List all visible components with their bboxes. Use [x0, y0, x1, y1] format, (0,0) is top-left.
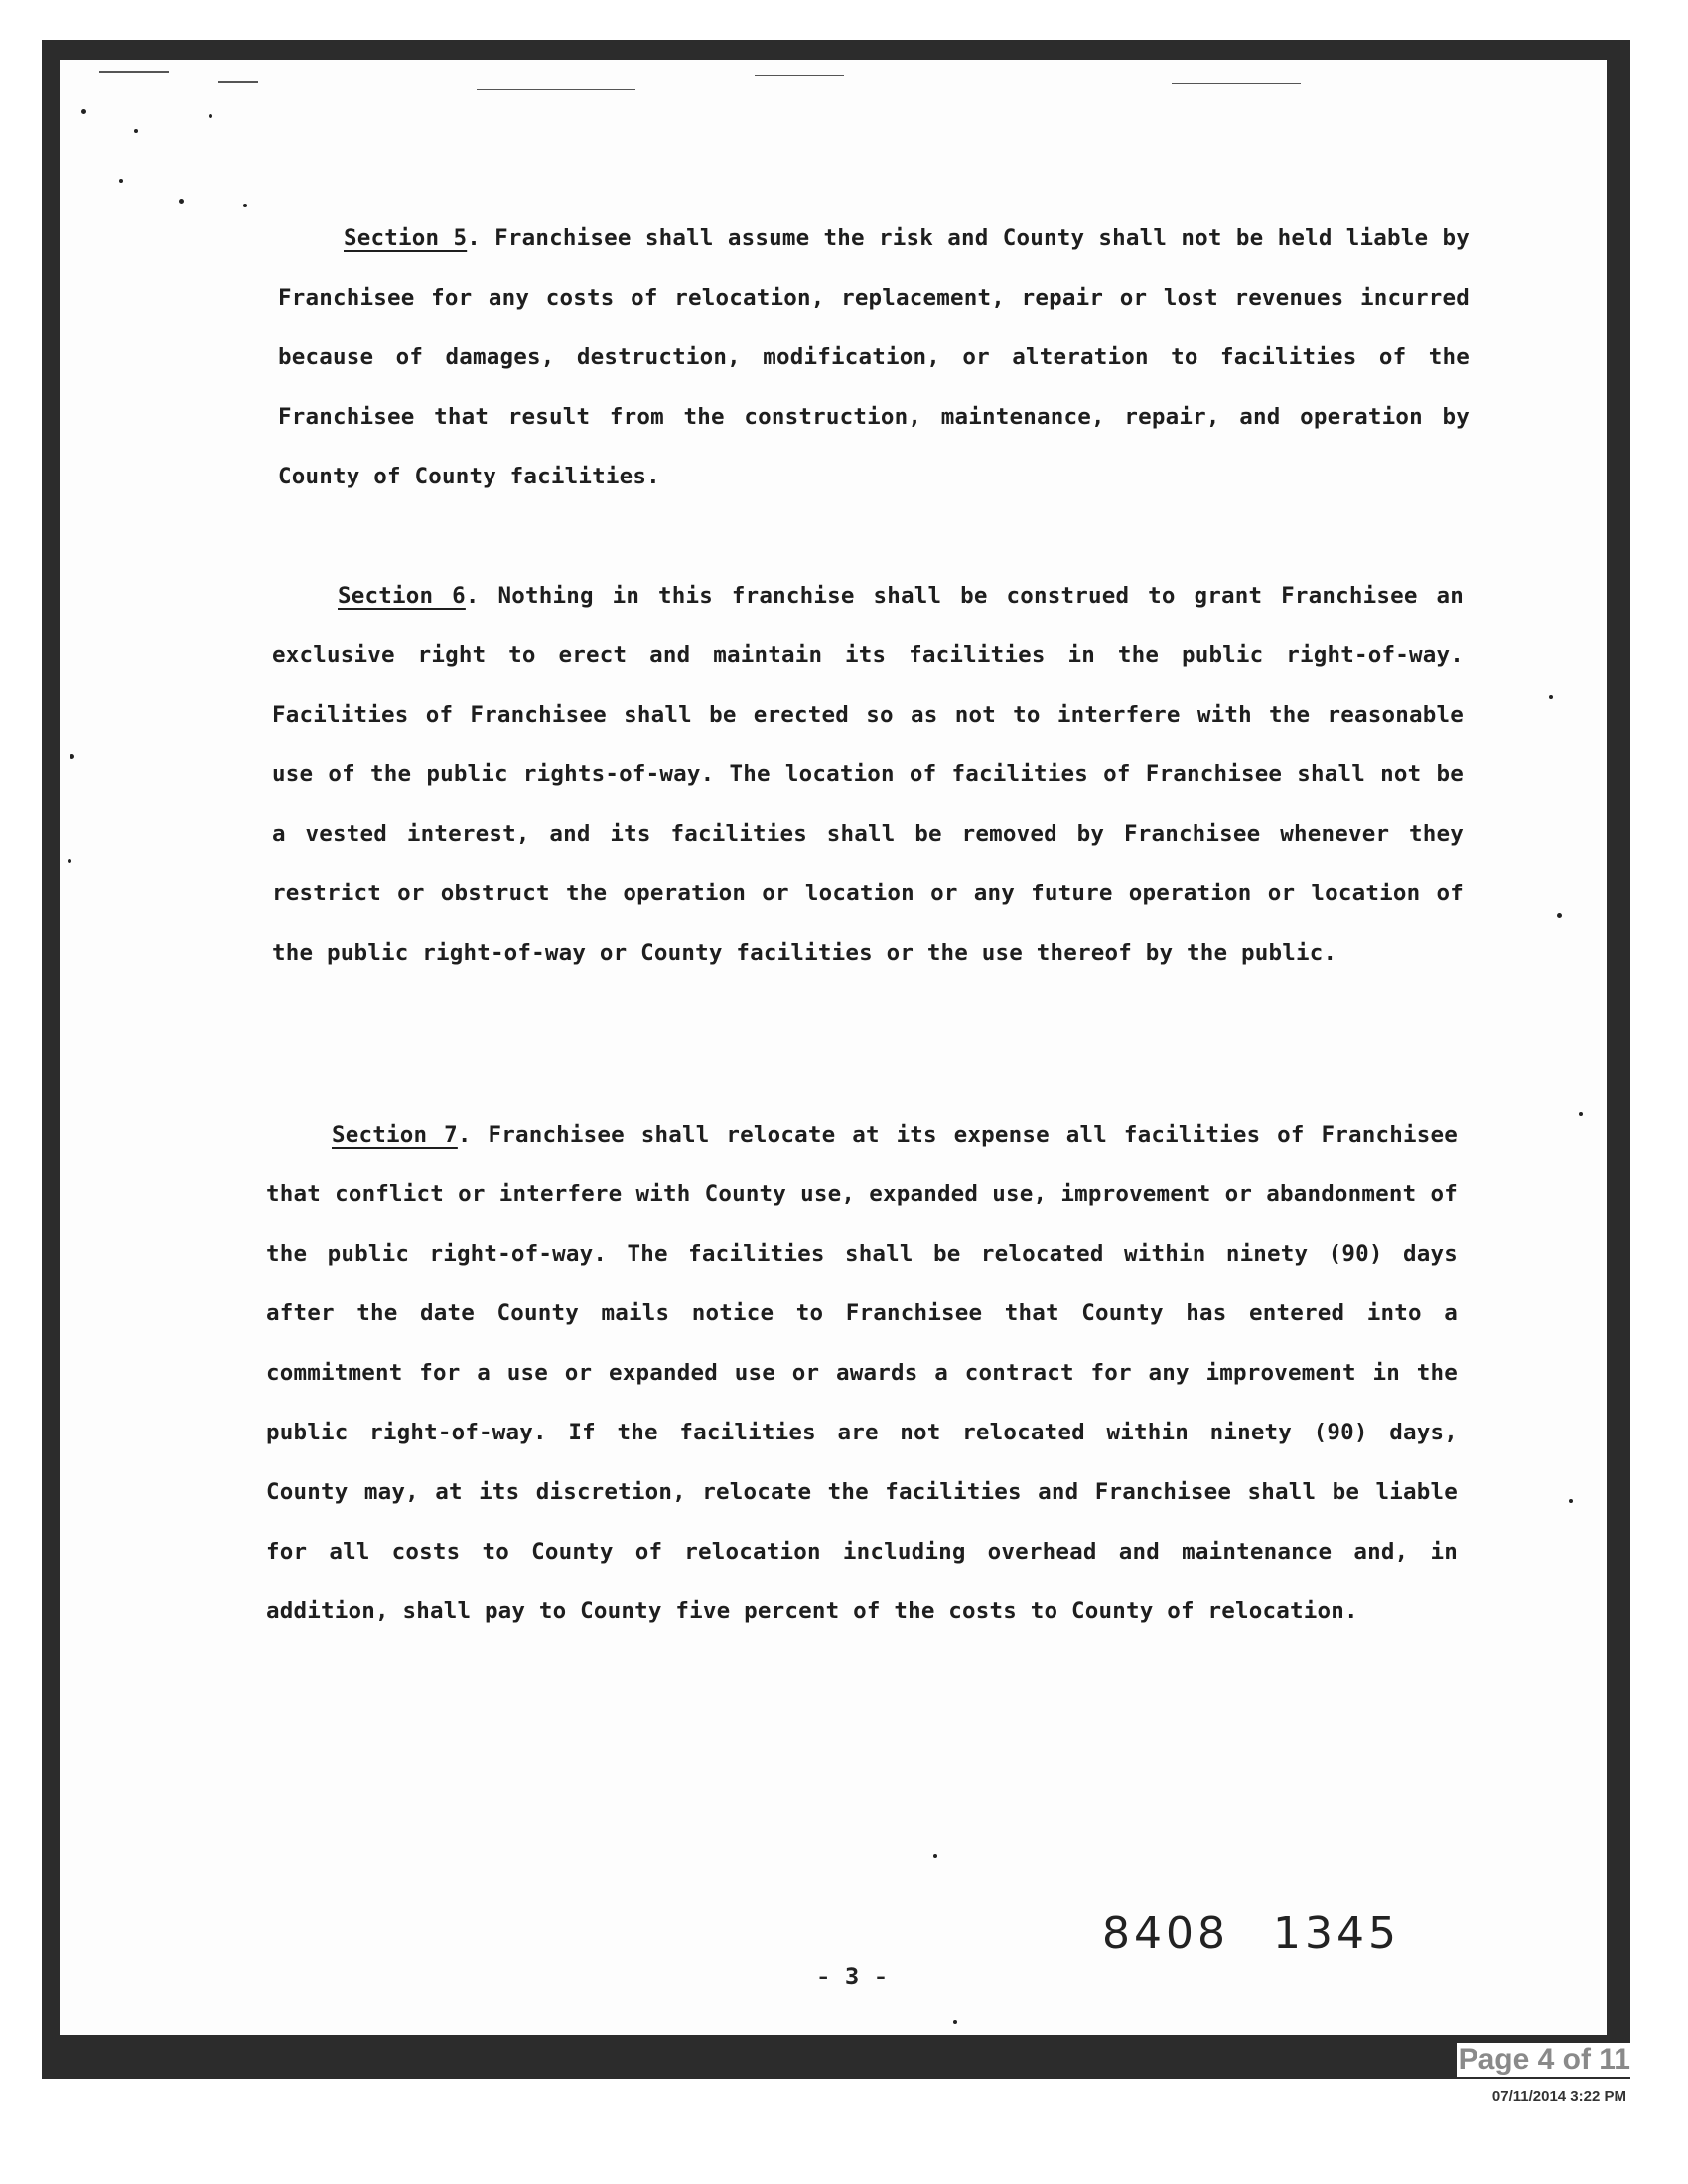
scan-noise	[70, 754, 74, 759]
scan-noise	[134, 129, 138, 133]
section-6-text: . Nothing in this franchise shall be construed to grant Franchisee an exclusive right to erect and maintain its facilities in the public right-of-way. Facilities of Franchisee shall be erected so as not to interfere with the reasonable use of the public rights-of-way. The location of facilities of Franchisee shall not be a vested interest, and its facilities shall be removed by Franchisee whenever they restrict or obstruct the operation or location or any future operation or location of the public right-of-way or County facilities or the use thereof by the public.	[272, 583, 1465, 966]
scanned-page-frame	[42, 40, 1630, 2079]
scan-noise	[99, 71, 169, 73]
scan-noise	[953, 2020, 957, 2024]
stamp-book-number: 8408	[1102, 1908, 1229, 1959]
scan-noise	[209, 114, 212, 118]
scan-noise	[1557, 913, 1562, 918]
scan-noise	[81, 109, 86, 114]
section-6-paragraph	[272, 566, 1464, 983]
scan-noise	[1172, 83, 1301, 84]
scan-noise	[243, 204, 247, 207]
document-page	[60, 60, 1607, 2035]
footer-page-label: Page 4 of 11	[1458, 2043, 1630, 2076]
recording-stamp	[1102, 1908, 1400, 1959]
section-7-paragraph	[266, 1105, 1458, 1641]
section-5-text: . Franchisee shall assume the risk and County shall not be held liable by Franchisee for any costs of relocation, replacement, repair or lost revenues incurred because of damages, destruction, modification, or alteration to facilities of the Franchisee that result from the construction, maintenance, repair, and operation by County of County facilities.	[278, 225, 1470, 489]
section-7-text: . Franchisee shall relocate at its expense all facilities of Franchisee that conflict or interfere with County use, expanded use, improvement or abandonment of the public right-of-way. The facilities shall be relocated within ninety (90) days after the date County mails notice to Franchisee that County has entered into a commitment for a use or expanded use or awards a contract for any improvement in the public right-of-way. If the facilities are not relocated within ninety (90) days, County may, at its discretion, relocate the facilities and Franchisee shall be liable for all costs to County of relocation including overhead and maintenance and, in addition, shall pay to County five percent of the costs to County of relocation.	[266, 1122, 1458, 1624]
scan-noise	[1579, 1112, 1583, 1116]
section-7-heading: Section 7	[332, 1122, 458, 1148]
scan-noise	[1549, 695, 1553, 699]
scan-noise	[477, 89, 635, 90]
section-5-heading: Section 5	[344, 225, 468, 251]
section-6-heading: Section 6	[338, 583, 466, 609]
scan-noise	[218, 81, 258, 83]
scan-noise	[179, 199, 184, 204]
stamp-page-number: 1345	[1272, 1908, 1400, 1959]
scan-noise	[68, 859, 71, 863]
scan-noise	[755, 75, 844, 76]
page-number: - 3 -	[816, 1963, 889, 1990]
section-5-paragraph	[278, 208, 1470, 506]
scan-noise	[1569, 1499, 1573, 1503]
footer-timestamp: 07/11/2014 3:22 PM	[1491, 2088, 1626, 2105]
scan-noise	[933, 1854, 937, 1858]
scan-noise	[119, 179, 123, 183]
